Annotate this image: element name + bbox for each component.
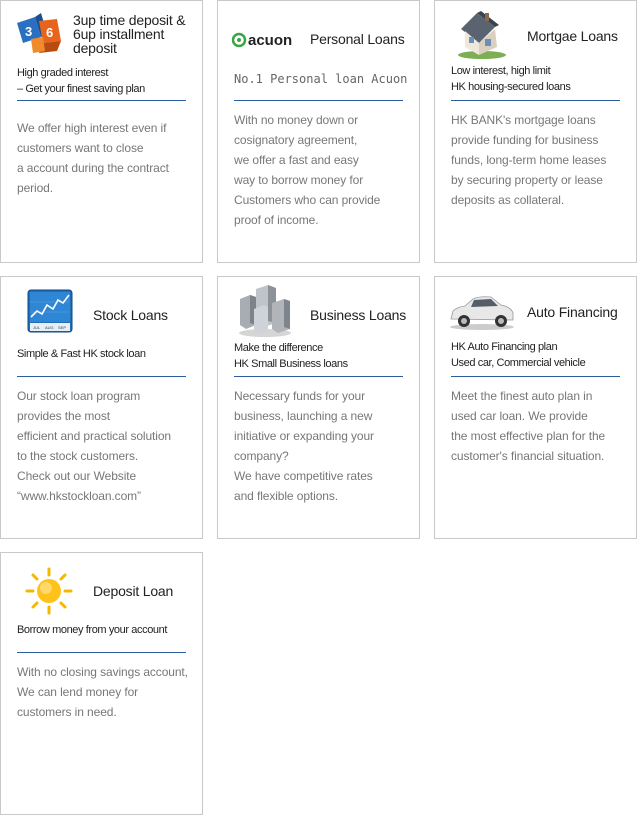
house-icon [455,7,511,61]
card-title: Stock Loans [93,307,168,323]
card-deposit-loan[interactable] [0,552,203,815]
sun-icon [25,567,81,621]
card-subtitle: No.1 Personal loan Acuon [234,72,408,86]
card-description: With no closing savings account, We can lend money for customers in need. [17,665,188,719]
stock-chart-icon [27,289,83,343]
divider [234,376,403,377]
card-description: Our stock loan program provides the most efficient and practical solution to the stock customers. Check out our Website “www.hkstockloan.com” [17,389,172,503]
card-subtitle: Borrow money from your account [17,624,168,636]
card-personal-loans[interactable] [217,0,420,263]
card-subtitle: High graded interest – Get your finest saving plan [17,67,145,95]
card-title: Auto Financing [527,304,618,320]
card-subtitle: Simple & Fast HK stock loan [17,348,146,360]
card-description: HK BANK's mortgage loans provide funding for business funds, long-term home leases by securing property or lease deposits as collateral. [451,113,607,207]
divider [17,652,186,653]
stock-month-label: AUG [45,325,54,330]
svg-text:3: 3 [25,24,33,39]
card-description: We offer high interest even if customers want to close a account during the contract period. [17,121,169,195]
card-mortgage-loans[interactable] [434,0,637,263]
car-icon [447,291,517,331]
card-subtitle: Make the difference HK Small Business loans [234,342,348,370]
stock-month-label: SEP [58,325,67,330]
dice-36-icon [13,9,69,63]
card-subtitle: HK Auto Financing plan Used car, Commercial vehicle [451,341,586,369]
card-description: Necessary funds for your business, launching a new initiative or expanding your company? We have competitive rates and flexible options. [234,389,374,503]
divider [17,376,186,377]
divider [451,376,620,377]
card-auto-financing[interactable] [434,276,637,539]
card-description: Meet the finest auto plan in used car loan. We provide the most effective plan for the customer's financial situation. [451,389,606,463]
svg-text:6: 6 [46,25,54,40]
card-description: With no money down or cosignatory agreement, we offer a fast and easy way to borrow money for Customers who can provide proof of income. [234,113,381,227]
card-time-deposit[interactable] [0,0,203,263]
divider [17,100,186,101]
card-subtitle: Low interest, high limit HK housing-secured loans [451,65,571,93]
card-business-loans[interactable] [217,276,420,539]
card-title: Business Loans [310,307,407,323]
card-title: Deposit Loan [93,583,174,599]
card-title: 3up time deposit & 6up installment deposit [73,12,186,56]
divider [451,100,620,101]
card-stock-loans[interactable] [0,276,203,539]
buildings-icon [236,285,292,339]
card-title: Mortgae Loans [527,28,618,44]
divider [234,100,403,101]
acuon-logo-icon [232,31,302,49]
stock-month-label: JUL [33,325,41,330]
acuon-brand-text: acuon [248,32,293,49]
card-title: Personal Loans [310,31,405,47]
